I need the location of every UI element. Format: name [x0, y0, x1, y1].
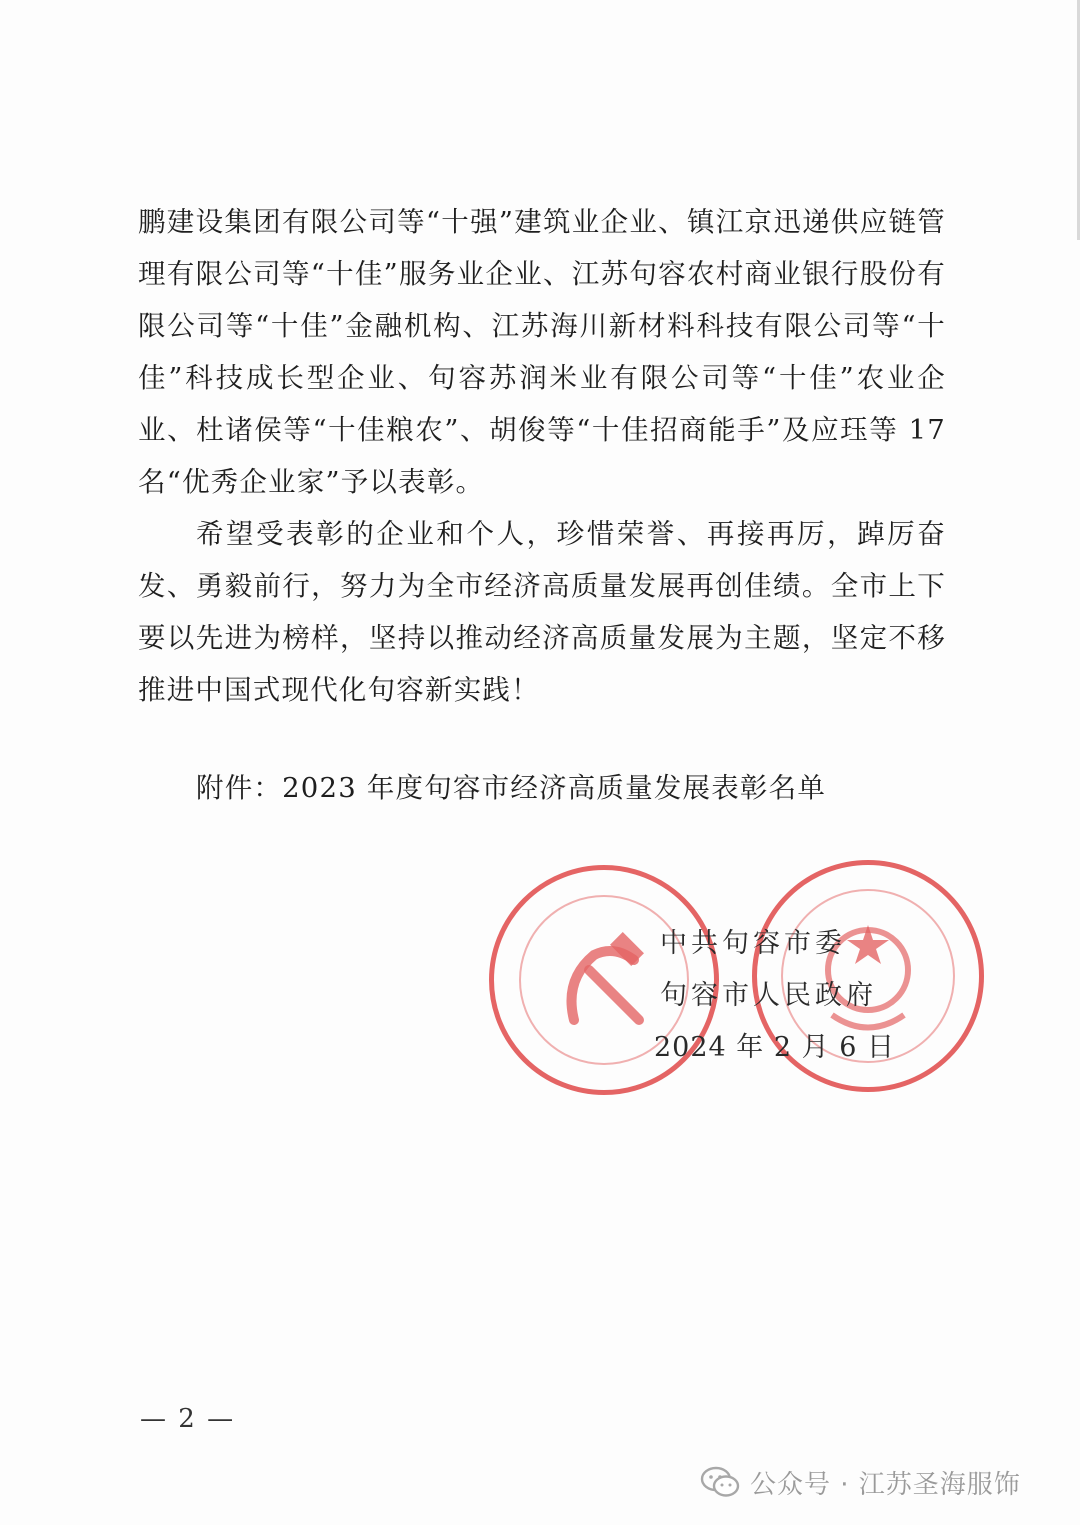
- signature-org-government: 句容市人民政府: [660, 980, 877, 1011]
- signature-org-party: 中共句容市委: [660, 928, 846, 959]
- paragraph-commendation-list: 鹏建设集团有限公司等“十强”建筑业企业、镇江京迅递供应链管理有限公司等“十佳”服务业企业、江苏句容农村商业银行股份有限公司等“十佳”金融机构、江苏海川新材料科技有限公司等“十佳”科技成长型企业、句容苏润米业有限公司等“十佳”农业企业、杜诸侯等“十佳粮农”、胡俊等“十佳招商能手”及应珏等 17 名“优秀企业家”予以表彰。: [138, 206, 946, 498]
- watermark-text: 公众号 · 江苏圣海服饰: [750, 1469, 1021, 1500]
- paragraph-hope: 希望受表彰的企业和个人，珍惜荣誉、再接再厉，踔厉奋发、勇毅前行，努力为全市经济高质量发展再创佳绩。全市上下要以先进为榜样，坚持以推动经济高质量发展为主题，坚定不移推进中国式现代化句容新实践！: [138, 518, 946, 706]
- page-number: — 2 —: [140, 1404, 236, 1434]
- document-body: [138, 196, 946, 716]
- signature-block: [654, 918, 895, 1074]
- wechat-icon: [700, 1465, 740, 1499]
- attachment-line: 附件：2023 年度句容市经济高质量发展表彰名单: [196, 772, 827, 804]
- watermark: [700, 1460, 1021, 1504]
- signature-date: 2024 年 2 月 6 日: [654, 1032, 895, 1063]
